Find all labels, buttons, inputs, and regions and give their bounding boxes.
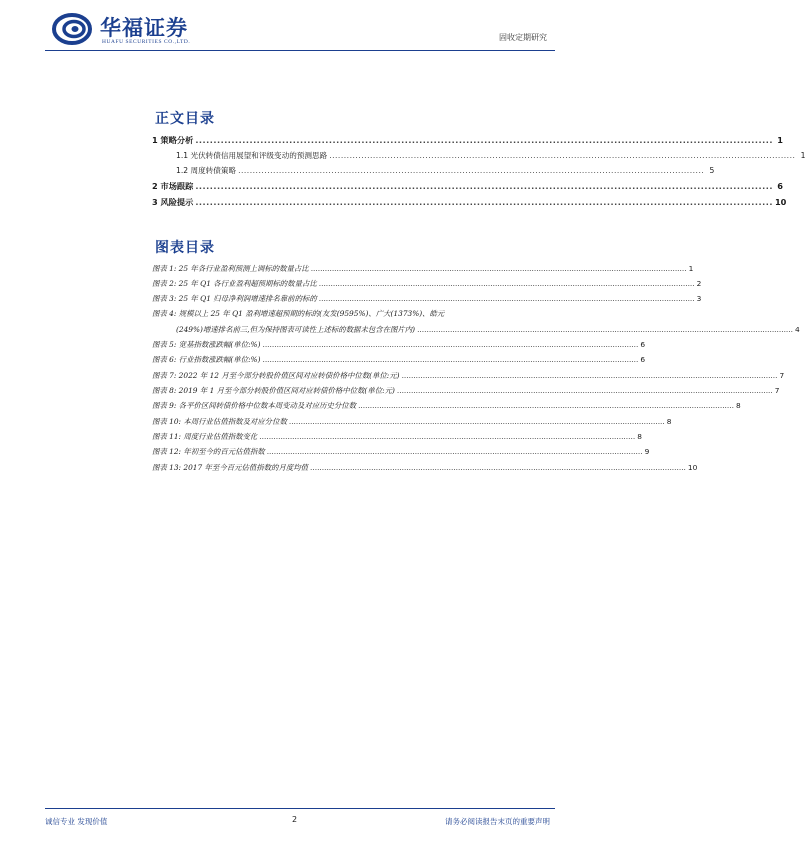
leader-dots: ................................................................................................................................................................ — [238, 166, 705, 175]
leader-dots: ................................................................................................................................................................ — [262, 340, 639, 349]
leader-dots: ................................................................................................................................................................ — [266, 447, 643, 456]
logo-chinese-name: 华福证券 — [100, 15, 188, 40]
figure-item-label: 图表 1: 25 年各行业盈利预测上调标的数量占比 — [152, 264, 309, 273]
figure-item-label: 图表 9: 各平价区间转债价格中位数本周变动及对应历史分位数 — [152, 401, 357, 410]
figure-item-page: 8 — [666, 417, 672, 426]
toc-item-label: 1.2 周度转债策略 — [176, 166, 237, 175]
toc-item[interactable] — [152, 179, 783, 192]
leader-dots: ................................................................................................................................................................ — [288, 417, 665, 426]
figure-item[interactable] — [152, 277, 702, 290]
leader-dots: ................................................................................................................................................................ — [396, 386, 773, 395]
leader-dots: ................................................................................................................................................................ — [262, 355, 639, 364]
leader-dots: ................................................................................................................................................................ — [310, 463, 686, 472]
figure-item-label: 图表 2: 25 年 Q1 各行业盈利超预期标的数量占比 — [152, 279, 317, 288]
toc-item-page: 1 — [800, 151, 805, 160]
figure-item[interactable] — [152, 262, 694, 275]
figure-item[interactable] — [152, 445, 650, 458]
figure-item-label: 图表 11: 周度行业估值指数变化 — [152, 432, 258, 441]
logo-english-name: HUAFU SECURITIES CO.,LTD. — [102, 39, 191, 45]
leader-dots: ................................................................................................................................................................ — [195, 197, 773, 207]
leader-dots: ................................................................................................................................................................ — [318, 279, 695, 288]
page-number: 2 — [292, 815, 298, 824]
leader-dots: ................................................................................................................................................................ — [259, 432, 636, 441]
figures-title: 图表目录 — [155, 240, 215, 256]
figure-item-label: 图表 4: 规模以上 25 年 Q1 盈利增速超预期的标的(友发(9595%)、广大(1373%)、皓元 — [152, 309, 445, 318]
figure-item-label: 图表 6: 行业指数涨跌幅(单位:%) — [152, 355, 261, 364]
figure-item-page: 8 — [637, 432, 642, 441]
toc-item[interactable] — [152, 133, 783, 146]
figure-item[interactable] — [152, 384, 780, 397]
leader-dots: ................................................................................................................................................................ — [358, 401, 734, 410]
leader-dots: ................................................................................................................................................................ — [329, 151, 796, 160]
figure-item-page: 7 — [779, 371, 785, 380]
figure-item-label: 图表 13: 2017 年至今百元估值指数的月度均值 — [152, 463, 309, 472]
figure-item-label: 图表 8: 2019 年 1 月至今部分转股价值区间对应转债价格中位数(单位:元) — [152, 386, 395, 395]
figure-item-page: 9 — [644, 447, 650, 456]
figure-item-page: 6 — [640, 355, 646, 364]
figure-item[interactable] — [152, 307, 555, 320]
footer-disclaimer: 请务必阅读报告末页的重要声明 — [445, 817, 550, 826]
toc-item-label: 1 策略分析 — [152, 135, 194, 145]
figure-item-page: 4 — [794, 325, 800, 334]
figure-item-page: 3 — [696, 294, 702, 303]
toc-title: 正文目录 — [155, 111, 215, 127]
figure-item[interactable] — [152, 461, 698, 474]
toc-item-label: 2 市场跟踪 — [152, 181, 194, 191]
leader-dots: ................................................................................................................................................................ — [195, 135, 773, 145]
leader-dots: ................................................................................................................................................................ — [401, 371, 778, 380]
figure-item-page: 8 — [735, 401, 741, 410]
figure-item-page: 1 — [688, 264, 694, 273]
toc-item[interactable] — [176, 149, 805, 162]
figure-item-page: 10 — [687, 463, 698, 472]
leader-dots: ................................................................................................................................................................ — [195, 181, 773, 191]
figure-item[interactable] — [152, 369, 785, 382]
toc-item[interactable] — [152, 195, 787, 208]
figure-item[interactable] — [152, 338, 646, 351]
toc-item[interactable] — [176, 164, 715, 177]
toc-item-page: 6 — [777, 181, 783, 191]
footer-divider — [45, 808, 555, 809]
company-logo — [52, 12, 242, 54]
figure-item-continuation[interactable] — [176, 323, 800, 336]
figure-item[interactable] — [152, 399, 741, 412]
footer-slogan: 诚信专业 发现价值 — [45, 817, 108, 826]
toc-item-label: 1.1 光伏转债信用展望和评级变动的预测思路 — [176, 151, 328, 160]
figure-item[interactable] — [152, 353, 646, 366]
leader-dots: ................................................................................................................................................................ — [318, 294, 695, 303]
huafu-logo-icon — [52, 12, 96, 46]
toc-item-page: 5 — [709, 166, 715, 175]
figure-item-label: (249%)增速排名前三,但为保持图表可读性上述标的数据未包含在图片内) — [176, 325, 416, 334]
figure-item-page: 2 — [696, 279, 702, 288]
toc-item-page: 1 — [777, 135, 783, 145]
figure-item-page: 7 — [774, 386, 780, 395]
toc-item-label: 3 风险提示 — [152, 197, 194, 207]
figure-item[interactable] — [152, 415, 672, 428]
leader-dots: ................................................................................................................................................................ — [417, 325, 793, 334]
leader-dots: ................................................................................................................................................................ — [310, 264, 687, 273]
page-header — [0, 0, 595, 60]
figure-item-label: 图表 5: 宽基指数涨跌幅(单位:%) — [152, 340, 261, 349]
figure-item-label: 图表 3: 25 年 Q1 归母净利润增速排名靠前的标的 — [152, 294, 317, 303]
figure-item-label: 图表 10: 本周行业估值指数及对应分位数 — [152, 417, 287, 426]
figure-item-label: 图表 7: 2022 年 12 月至今部分转股价值区间对应转债价格中位数(单位:元) — [152, 371, 400, 380]
figure-item-label: 图表 12: 年初至今的百元估值指数 — [152, 447, 265, 456]
document-type: 固收定期研究 — [499, 33, 547, 42]
toc-item-page: 10 — [774, 197, 787, 207]
figure-item[interactable] — [152, 430, 642, 443]
figure-item-page: 6 — [640, 340, 646, 349]
header-divider — [45, 50, 555, 51]
figure-item[interactable] — [152, 292, 702, 305]
